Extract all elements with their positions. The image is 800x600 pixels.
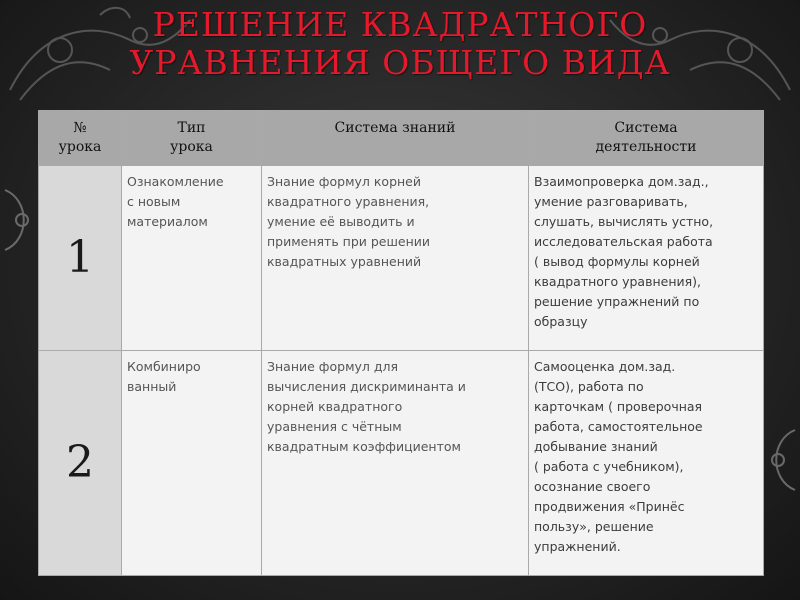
- activity-cell: [529, 351, 764, 576]
- cell-line: ( вывод формулы корней: [534, 254, 700, 269]
- cell-line: применять при решении: [267, 234, 431, 249]
- cell-line: уравнения с чётным: [267, 419, 402, 434]
- slide-title: [0, 6, 800, 82]
- table-header-row: [39, 111, 764, 166]
- header-text: урока: [170, 139, 213, 155]
- cell-line: упражнений.: [534, 539, 621, 554]
- ornament-right-icon: [762, 420, 800, 500]
- cell-line: слушать, вычислять устно,: [534, 214, 714, 229]
- slide-title-line-1: РЕШЕНИЕ КВАДРАТНОГО: [152, 5, 648, 44]
- cell-line: ванный: [127, 379, 177, 394]
- cell-line: карточкам ( проверочная: [534, 399, 703, 414]
- cell-line: продвижения «Принёс: [534, 499, 685, 514]
- header-text: Система: [614, 120, 678, 136]
- header-text: Система знаний: [334, 120, 456, 136]
- lesson-type-cell: [122, 351, 262, 576]
- header-text: деятельности: [595, 139, 697, 155]
- cell-line: (ТСО), работа по: [534, 379, 644, 394]
- cell-line: умение её выводить и: [267, 214, 415, 229]
- cell-line: работа, самостоятельное: [534, 419, 703, 434]
- cell-line: с новым: [127, 194, 181, 209]
- lesson-plan-table: [38, 110, 764, 576]
- cell-line: умение разговаривать,: [534, 194, 688, 209]
- cell-line: квадратных уравнений: [267, 254, 422, 269]
- cell-line: Знание формул корней: [267, 174, 421, 189]
- header-activity-system: [529, 111, 764, 166]
- cell-line: ( работа с учебником),: [534, 459, 684, 474]
- cell-line: квадратного уравнения),: [534, 274, 701, 289]
- table-row: [39, 166, 764, 351]
- ornament-left-icon: [0, 180, 40, 260]
- cell-line: Самооценка дом.зад.: [534, 359, 676, 374]
- cell-line: исследовательская работа: [534, 234, 713, 249]
- header-text: Тип: [177, 120, 206, 136]
- header-text: №: [73, 120, 87, 136]
- activity-cell: [529, 166, 764, 351]
- knowledge-cell: [262, 166, 529, 351]
- knowledge-cell: [262, 351, 529, 576]
- cell-line: добывание знаний: [534, 439, 658, 454]
- cell-line: вычисления дискриминанта и: [267, 379, 466, 394]
- cell-line: Знание формул для: [267, 359, 399, 374]
- cell-line: пользу», решение: [534, 519, 654, 534]
- lesson-number-cell: 1: [39, 166, 122, 351]
- lesson-number-cell: 2: [39, 351, 122, 576]
- slide-title-line-2: УРАВНЕНИЯ ОБЩЕГО ВИДА: [129, 43, 671, 82]
- cell-line: осознание своего: [534, 479, 651, 494]
- cell-line: Ознакомление: [127, 174, 224, 189]
- cell-line: материалом: [127, 214, 208, 229]
- lesson-type-cell: [122, 166, 262, 351]
- cell-line: решение упражнений по: [534, 294, 700, 309]
- header-knowledge-system: [262, 111, 529, 166]
- header-lesson-number: [39, 111, 122, 166]
- cell-line: квадратного уравнения,: [267, 194, 430, 209]
- cell-line: корней квадратного: [267, 399, 403, 414]
- table-row: [39, 351, 764, 576]
- header-lesson-type: [122, 111, 262, 166]
- cell-line: Комбиниро: [127, 359, 201, 374]
- cell-line: квадратным коэффициентом: [267, 439, 461, 454]
- cell-line: Взаимопроверка дом.зад.,: [534, 174, 709, 189]
- cell-line: образцу: [534, 314, 588, 329]
- header-text: урока: [58, 139, 102, 155]
